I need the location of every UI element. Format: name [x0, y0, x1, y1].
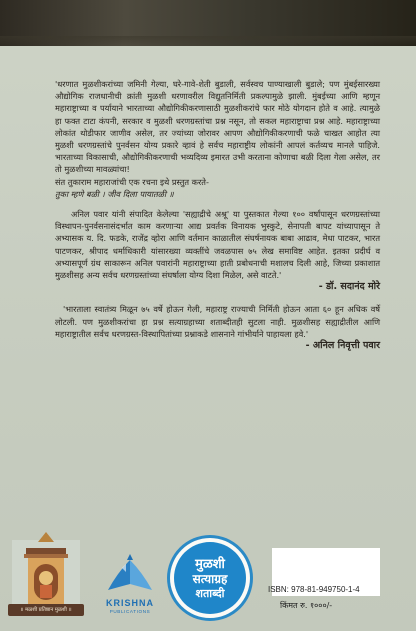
back-cover-text	[55, 78, 380, 352]
quote-paragraph-3: 'भारताला स्वातंत्र्य मिळून ७५ वर्षे होऊन गेली, महाराष्ट्र राज्याची निर्मिती होऊन आता ६० हून अधिक वर्षे लोटली. पण मुळशीकरांचा हा प्रश्न सत्याग्रहाच्या शताब्दीतही सुटला नाही. मुळशीसह सह्याद्रीतील आणि महाराष्ट्रातील सर्वच धरणग्रस्त-विस्थापितांच्या प्रश्नाकडे शासनाने गांभीर्याने पाहायला हवे.'	[55, 304, 380, 339]
book-icon	[100, 550, 160, 596]
signature-sadanand-more: - डॉ. सदानंद मोरे	[318, 281, 380, 293]
logo-line-1: मुळशी	[195, 557, 225, 572]
signature-anil-pawar: - अनिल निवृत्ती पवार	[305, 340, 380, 352]
krishna-publications-logo	[100, 550, 160, 620]
bottom-logos	[0, 508, 416, 631]
quote-paragraph-2: अनिल पवार यांनी संपादित केलेल्या 'सह्याद्रीचे अश्रू' या पुस्तकात गेल्या १०० वर्षांपासून धरणग्रस्तांच्या विस्थापन-पुनर्वसनासंदर्भात काम करणाऱ्या आद्य प्रवर्तक विनायक भुस्कुटे, सेनापती बापट यांच्यापासून ते अभ्यासक य. दि. फडके, राजेंद्र व्होरा आणि वर्तमान काळातील संघर्षनायक बाबा आढाव, मेधा पाटकर, भारत पाटणकर, श्रीपाद धर्माधिकारी यांसारख्या व्यक्तींचे जवळपास ७५ लेख समाविष्ट आहेत. इतका प्रदीर्घ व अभ्यासपूर्ण ग्रंथ साकारून अनिल पवारांनी महाराष्ट्राच्या हाती प्रबोधनाची मशालच दिली आहे, जिच्या प्रकाशात मुळशीसह अन्य सर्वच धरणग्रस्तांच्या संघर्षाला योग्य दिशा मिळेल, असे वाटते.'	[55, 209, 380, 281]
tukaram-verse: तुका म्हणे बळी । जीव दिला पायातळी ॥	[55, 188, 174, 199]
mulshi-satyagraha-logo	[170, 538, 250, 618]
publisher-subtitle: PUBLICATIONS	[109, 609, 151, 614]
logo-line-3: शताब्दी	[195, 587, 225, 600]
publisher-name: KRISHNA	[105, 598, 154, 608]
tukaram-intro: संत तुकाराम महाराजांची एक रचना इथे प्रस्तुत करते-	[55, 176, 209, 187]
price-text: किंमत रु. १०००/-	[280, 601, 333, 610]
isbn-text: ISBN: 978-81-949750-1-4	[268, 585, 360, 594]
top-dark-band	[0, 0, 416, 46]
quote-paragraph-1: 'धरणात मुळशीकरांच्या जमिनी गेल्या, घरे-गावे-शेती बुडाली, सर्वस्वच पाण्याखाली बुडाले; पण मुंबईसारख्या औद्योगिक राजधानीची क्रांती मुळशी धरणावरील विद्युतनिर्मिती प्रकल्पामुळे झाली. मुंबईच्या आणि म्हणून महाराष्ट्राच्या व पर्यायाने भारताच्या औद्योगिकीकरणासाठी मुळशीकरांचे फार मोठे योगदान होते व आहे. त्यामुळे हा फक्त टाटा कंपनी, सरकार व मुळशी धरणग्रस्तांचा प्रश्न नसून, तो सकल महाराष्ट्राचा प्रश्न आहे. महाराष्ट्राच्या लोकांत थोडीफार जाणीव असेल, तर ज्यांच्या जोरावर आपण औद्योगिकीकरणाची फळे चाखत आहोत त्या मुळशी धरणग्रस्तांचे पुनर्वसन योग्य प्रकारे व्हावं हे सर्वच महाराष्ट्रीय लोकांनी आपलं कर्तव्यच मानले पाहिजे. भारताच्या विकासाची, औद्योगिकीकरणाची भव्यदिव्य इमारत उभी करताना कोणाचा बळी दिला गेला असेल, तर तो मुळशीच्या मावळ्यांचा!	[55, 79, 380, 175]
logo-line-2: सत्याग्रह	[192, 572, 228, 586]
emblem-caption: ॥ मळशी प्रतिष्ठान मुळशी ॥	[8, 604, 84, 616]
